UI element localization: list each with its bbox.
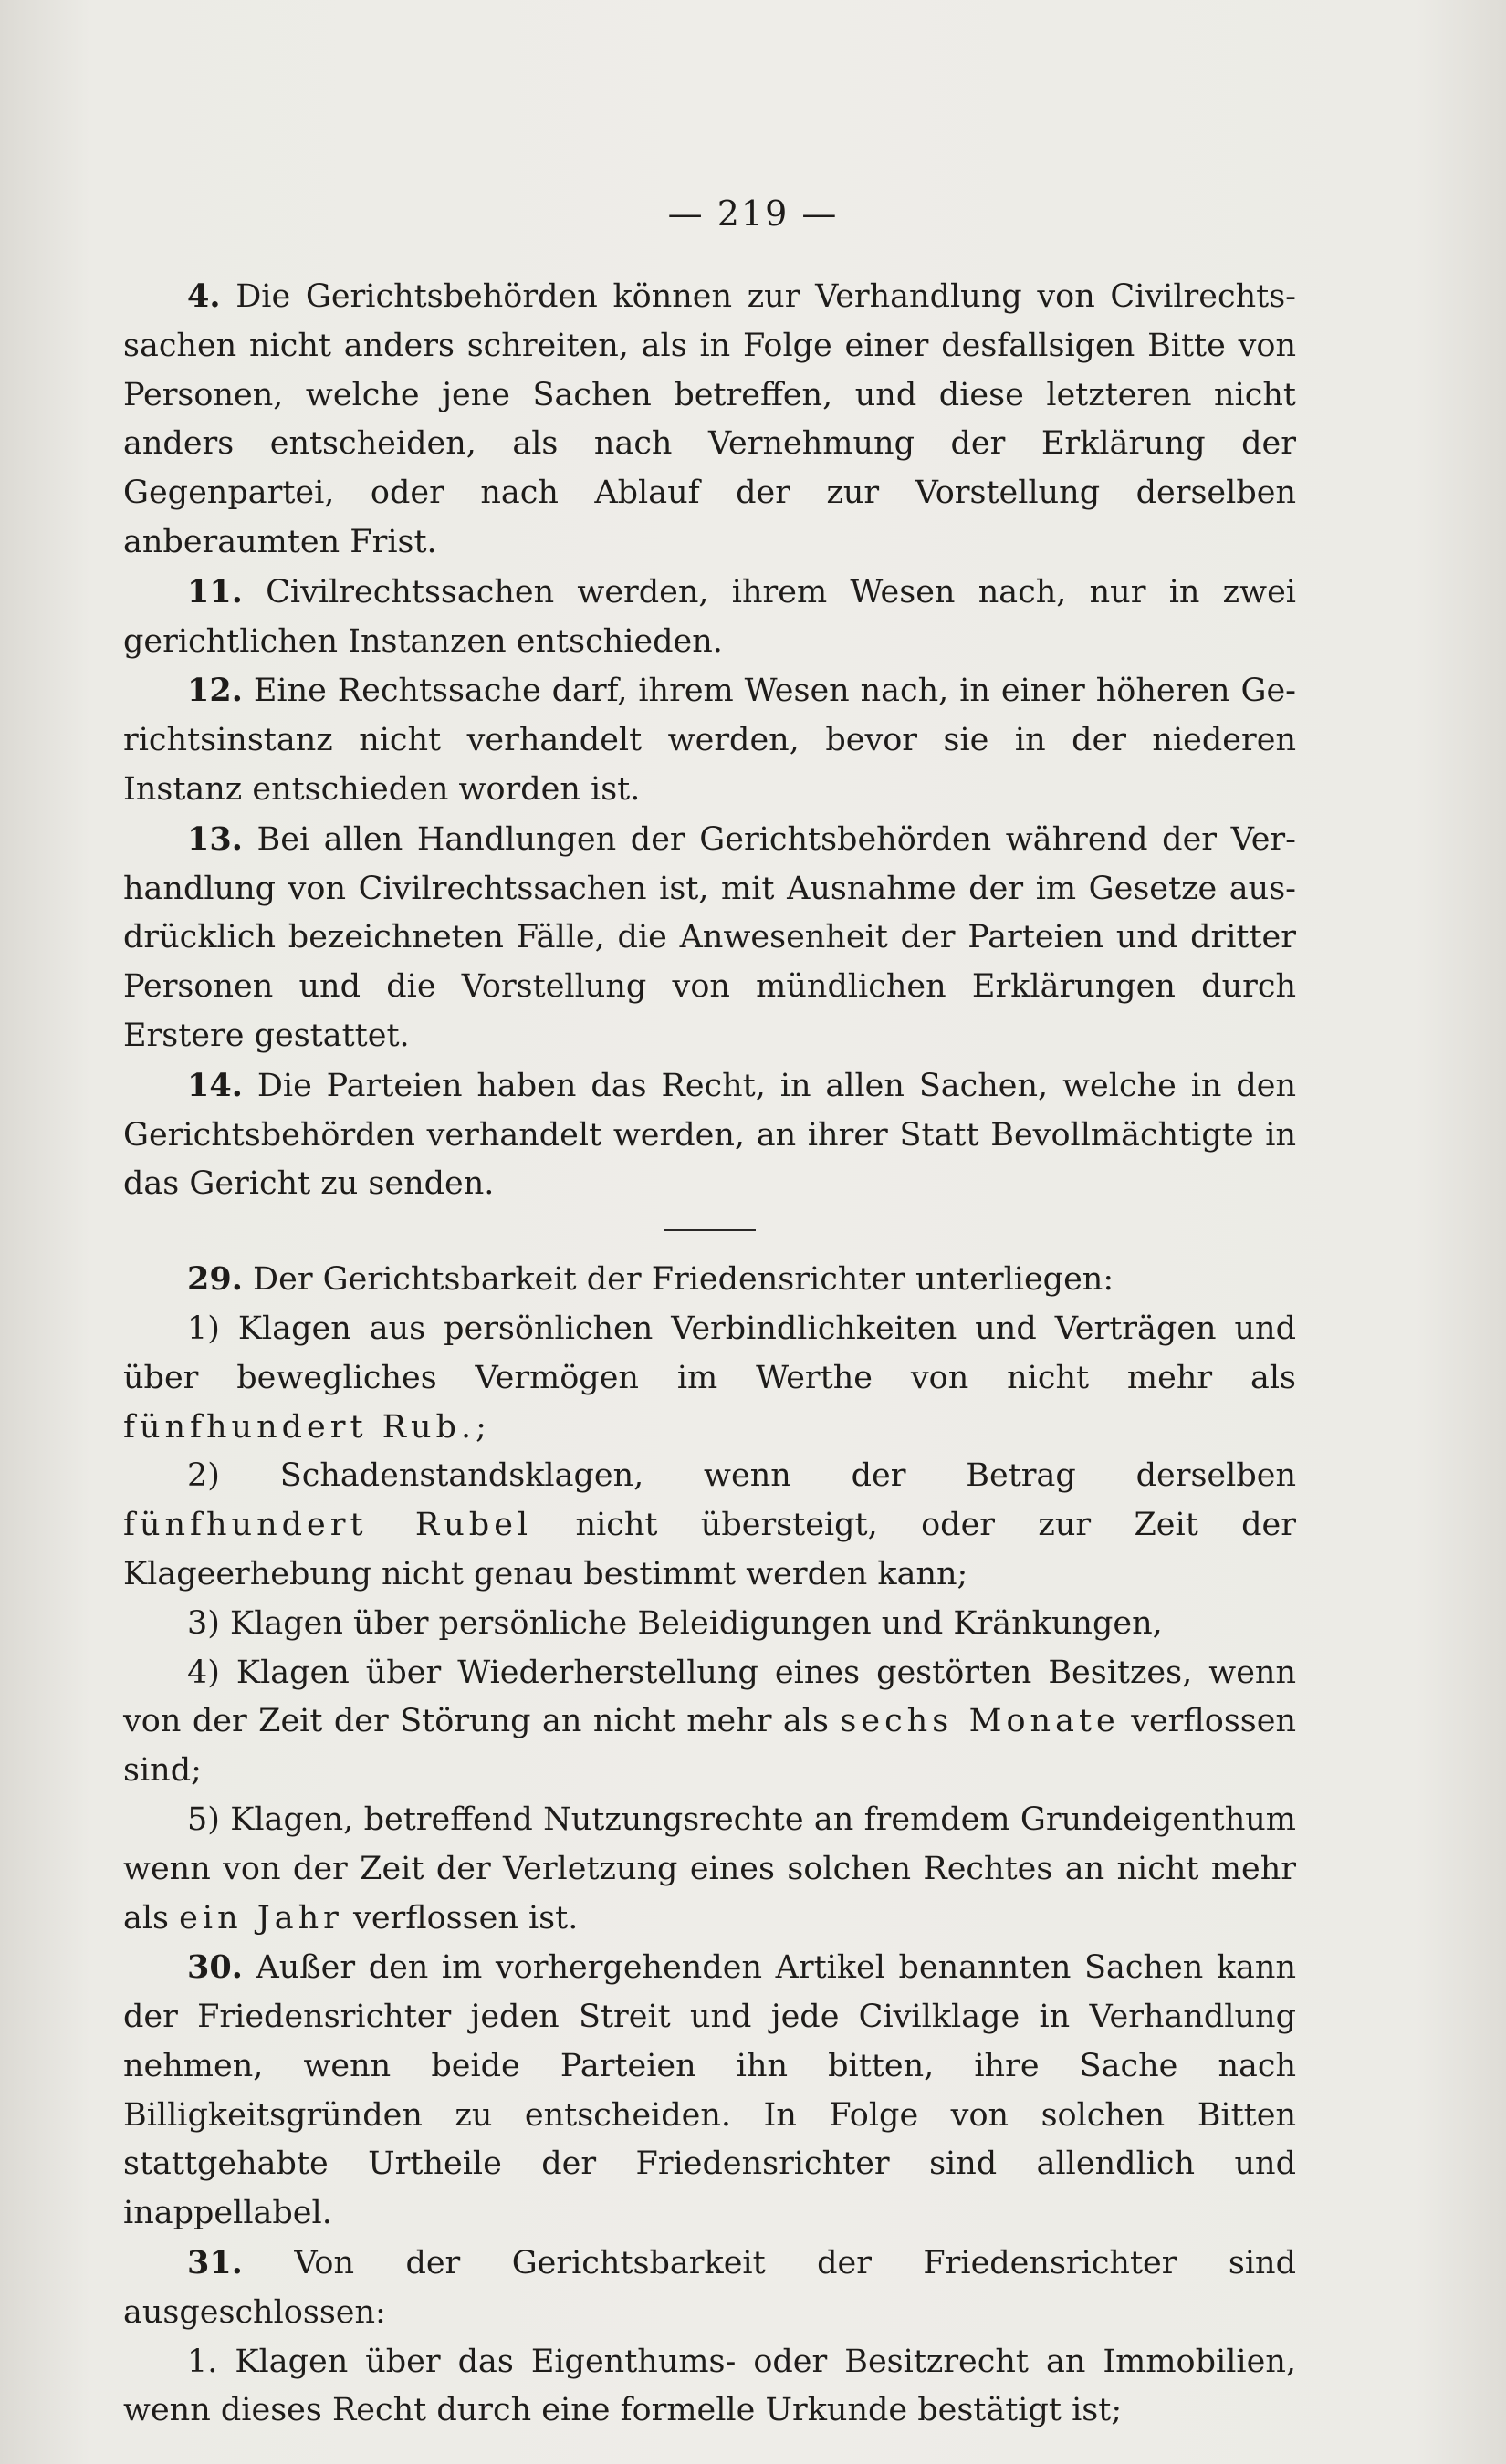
section-text: Die Parteien haben das Recht, in allen Sachen, welche in den Gerichtsbehörden verhandelt werden, an ihrer Statt Bevollmächtigte in das Gericht zu senden. [123, 1067, 1296, 1203]
article-29-item-2 [123, 1452, 1296, 1599]
section-number: 13. [187, 820, 243, 858]
article-29-item-4 [123, 1649, 1296, 1796]
section-12 [123, 666, 1296, 814]
item-text: 5) Klagen, betreffend Nutzungsrechte an fremdem Grundeigenthum wenn von der Zeit der Verletzung eines solchen Rechtes an nicht mehr als [123, 1801, 1296, 1937]
item-text: 2) Schadenstandsklagen, wenn der Betrag derselben [187, 1457, 1296, 1495]
item-text: 4) Klagen über Wiederherstellung eines gestörten Besitzes, wenn von der Zeit der Störung an nicht mehr als [123, 1654, 1296, 1740]
item-text: 1) Klagen aus persönlichen Verbindlichkeiten und Verträgen und über bewegliches Vermögen im Werthe von nicht mehr als [123, 1310, 1296, 1396]
spaced-emphasis: fünfhundert Rubel [123, 1507, 533, 1544]
article-29-intro [123, 1255, 1296, 1305]
spaced-emphasis: sechs Monate [840, 1703, 1120, 1740]
article-text: Von der Gerichtsbarkeit der Friedensrichter sind ausgeschlossen: [123, 2245, 1296, 2331]
article-29-item-1 [123, 1305, 1296, 1452]
article-29-item-5 [123, 1796, 1296, 1943]
page-number: — 219 — [667, 193, 839, 234]
article-29-item-3 [123, 1600, 1296, 1649]
article-number: 31. [187, 2244, 243, 2282]
article-31-intro [123, 2239, 1296, 2338]
section-text: Eine Rechtssache darf, ihrem Wesen nach, in einer höheren Gerichtsinstanz nicht verhandelt werden, bevor sie in der niederen Instanz entschieden worden ist. [123, 673, 1296, 808]
item-tail: verflossen ist. [342, 1899, 579, 1937]
article-text: Außer den im vorhergehenden Artikel benannten Sachen kann der Friedensrichter jeden Streit und jede Civilklage in Verhandlung nehmen, wenn beide Parteien ihn bitten, ihre Sache nach Billigkeitsgründen zu entscheiden. In Folge von solchen Bitten stattgehabte Urtheile der Friedensrichter sind allendlich und inappellabel. [123, 1949, 1296, 2232]
spaced-emphasis: fünfhundert Rub. [123, 1408, 476, 1446]
item-tail: verflossen sind; [123, 1703, 1297, 1790]
item-text: 3) Klagen über persönliche Beleidigungen und Kränkungen, [187, 1604, 1163, 1642]
section-number: 11. [187, 572, 243, 611]
section-4 [123, 272, 1296, 568]
article-31-item-1 [123, 2338, 1296, 2437]
section-11 [123, 568, 1296, 667]
section-number: 14. [187, 1066, 243, 1104]
item-text: 1. Klagen über das Eigenthums- oder Besitzrecht an Immobilien, wenn dieses Recht durch eine formelle Urkunde bestätigt ist; [123, 2343, 1296, 2429]
section-number: 12. [187, 672, 243, 710]
section-separator [664, 1229, 756, 1231]
body-text [123, 272, 1296, 2436]
spaced-emphasis: ein Jahr [179, 1899, 343, 1937]
article-30 [123, 1943, 1296, 2239]
section-text: Bei allen Handlungen der Gerichtsbehörden während der Verhandlung von Civilrechtssachen ist, mit Ausnahme der im Gesetze ausdrücklich bezeichneten Fälle, die Anwesenheit der Parteien und dritter Personen und die Vorstellung von mündlichen Erklärungen durch Erstere gestattet. [123, 820, 1296, 1054]
item-tail: ; [476, 1408, 486, 1446]
item-tail: nicht übersteigt, oder zur Zeit der Klageerhebung nicht genau bestimmt werden kann; [123, 1507, 1296, 1592]
article-text: Der Gerichtsbarkeit der Friedensrichter unterliegen: [253, 1261, 1114, 1299]
section-14 [123, 1061, 1296, 1209]
section-text: Die Gerichtsbehörden können zur Verhandlung von Civilrechtssachen nicht anders schreiten, als in Folge einer desfallsigen Bitte von Personen, welche jene Sachen betreffen, und diese letzteren nicht anders entscheiden, als nach Vernehmung der Erklärung der Gegenpartei, oder nach Ablauf der zur Vorstellung derselben anberaumten Frist. [123, 278, 1296, 560]
section-number: 4. [187, 277, 221, 315]
article-number: 29. [187, 1260, 243, 1299]
article-number: 30. [187, 1948, 243, 1987]
section-13 [123, 815, 1296, 1061]
section-text: Civilrechtssachen werden, ihrem Wesen nach, nur in zwei gerichtlichen Instanzen entschieden. [123, 573, 1296, 660]
